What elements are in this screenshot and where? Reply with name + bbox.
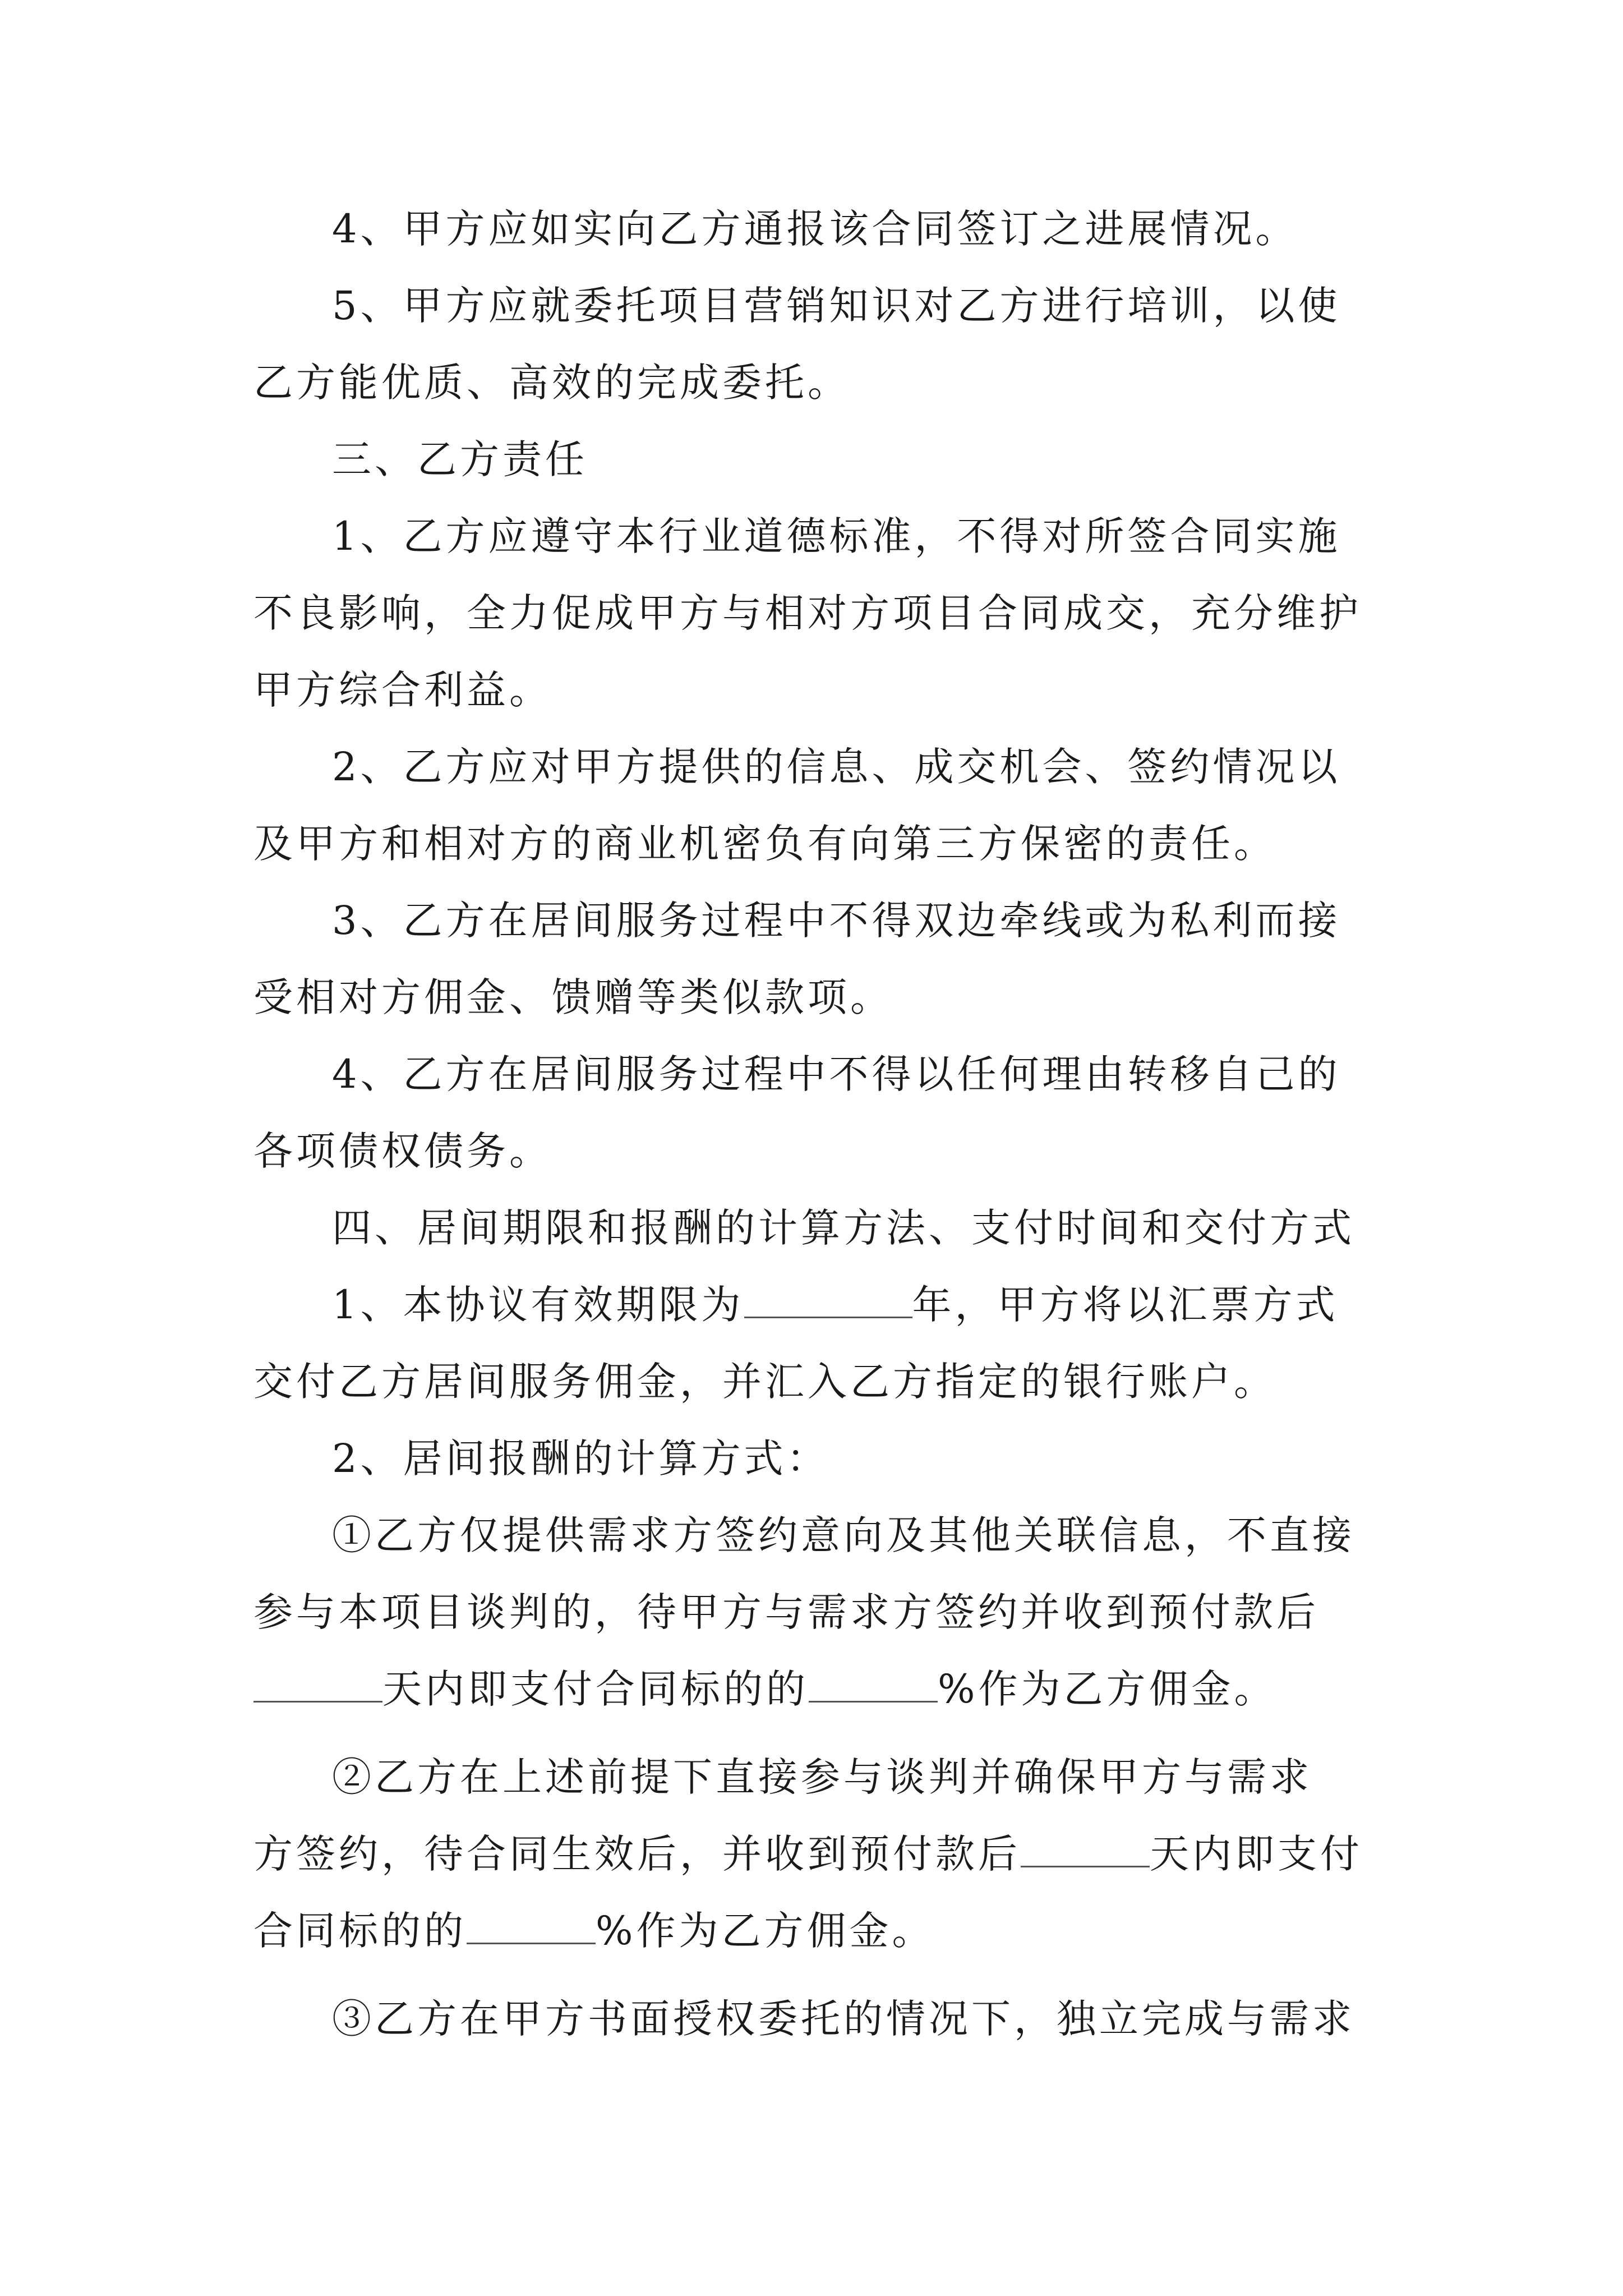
paragraph [253,1497,1393,1728]
text-segment: 合同标的的 [253,1908,467,1954]
paragraph [253,1036,1393,1190]
text-segment: %作为乙方佣金。 [596,1908,935,1954]
paragraph [253,1739,1393,1970]
text-segment: 年，甲方将以汇票方式 [912,1282,1339,1328]
fill-in-blank [467,1909,596,1944]
text-line: 乙方能优质、高效的完成委托。 [253,360,850,406]
fill-in-blank [1021,1832,1150,1867]
text-line: 参与本项目谈判的，待甲方与需求方签约并收到预付款后 [253,1589,1319,1635]
text-line [253,1267,1393,1343]
text-line [253,1893,1393,1970]
paragraph [253,268,1393,421]
text-segment: 天内即支付合同标的的 [382,1666,809,1712]
text-segment: 方签约，待合同生效后，并收到预付款后 [253,1831,1021,1877]
text-line: 甲方综合利益。 [253,667,552,713]
text-line: 及甲方和相对方的商业机密负有向第三方保密的责任。 [253,821,1276,867]
text-line: 各项债权债务。 [253,1128,552,1174]
text-line: 4、甲方应如实向乙方通报该合同签订之进展情况。 [332,206,1298,252]
paragraph [253,191,1393,268]
paragraph [253,882,1393,1036]
paragraph [253,498,1393,729]
text-line: 受相对方佣金、馈赠等类似款项。 [253,974,893,1020]
text-line: 1、乙方应遵守本行业道德标准，不得对所签合同实施 [332,513,1341,559]
section-heading [253,421,1393,498]
text-line: 三、乙方责任 [332,436,588,482]
text-segment: 1、本协议有效期限为 [332,1282,744,1328]
text-line: 交付乙方居间服务佣金，并汇入乙方指定的银行账户。 [253,1359,1276,1405]
document-body [253,191,1393,2058]
text-line [253,1651,1393,1728]
text-segment: %作为乙方佣金。 [938,1666,1277,1712]
paragraph [253,1267,1393,1420]
text-line: 5、甲方应就委托项目营销知识对乙方进行培训，以使 [332,283,1341,329]
text-line: ②乙方在上述前提下直接参与谈判并确保甲方与需求 [332,1754,1312,1800]
section-heading [253,1190,1393,1267]
text-line: 3、乙方在居间服务过程中不得双边牵线或为私利而接 [332,898,1341,944]
text-line: 不良影响，全力促成甲方与相对方项目合同成交，充分维护 [253,590,1362,636]
fill-in-blank [253,1667,382,1703]
fill-in-blank [744,1283,912,1318]
paragraph [253,1420,1393,1497]
fill-in-blank [809,1667,938,1703]
text-line: 2、乙方应对甲方提供的信息、成交机会、签约情况以 [332,744,1341,790]
text-line: 四、居间期限和报酬的计算方法、支付时间和交付方式 [332,1205,1355,1251]
text-line: ①乙方仅提供需求方签约意向及其他关联信息，不直接 [332,1512,1355,1558]
text-line [253,1816,1393,1893]
text-segment: 天内即支付 [1150,1831,1363,1877]
paragraph [253,1981,1393,2058]
paragraph [253,729,1393,882]
text-line: 2、居间报酬的计算方式： [332,1435,829,1481]
text-line: 4、乙方在居间服务过程中不得以任何理由转移自己的 [332,1051,1341,1097]
text-line: ③乙方在甲方书面授权委托的情况下，独立完成与需求 [332,1996,1355,2042]
